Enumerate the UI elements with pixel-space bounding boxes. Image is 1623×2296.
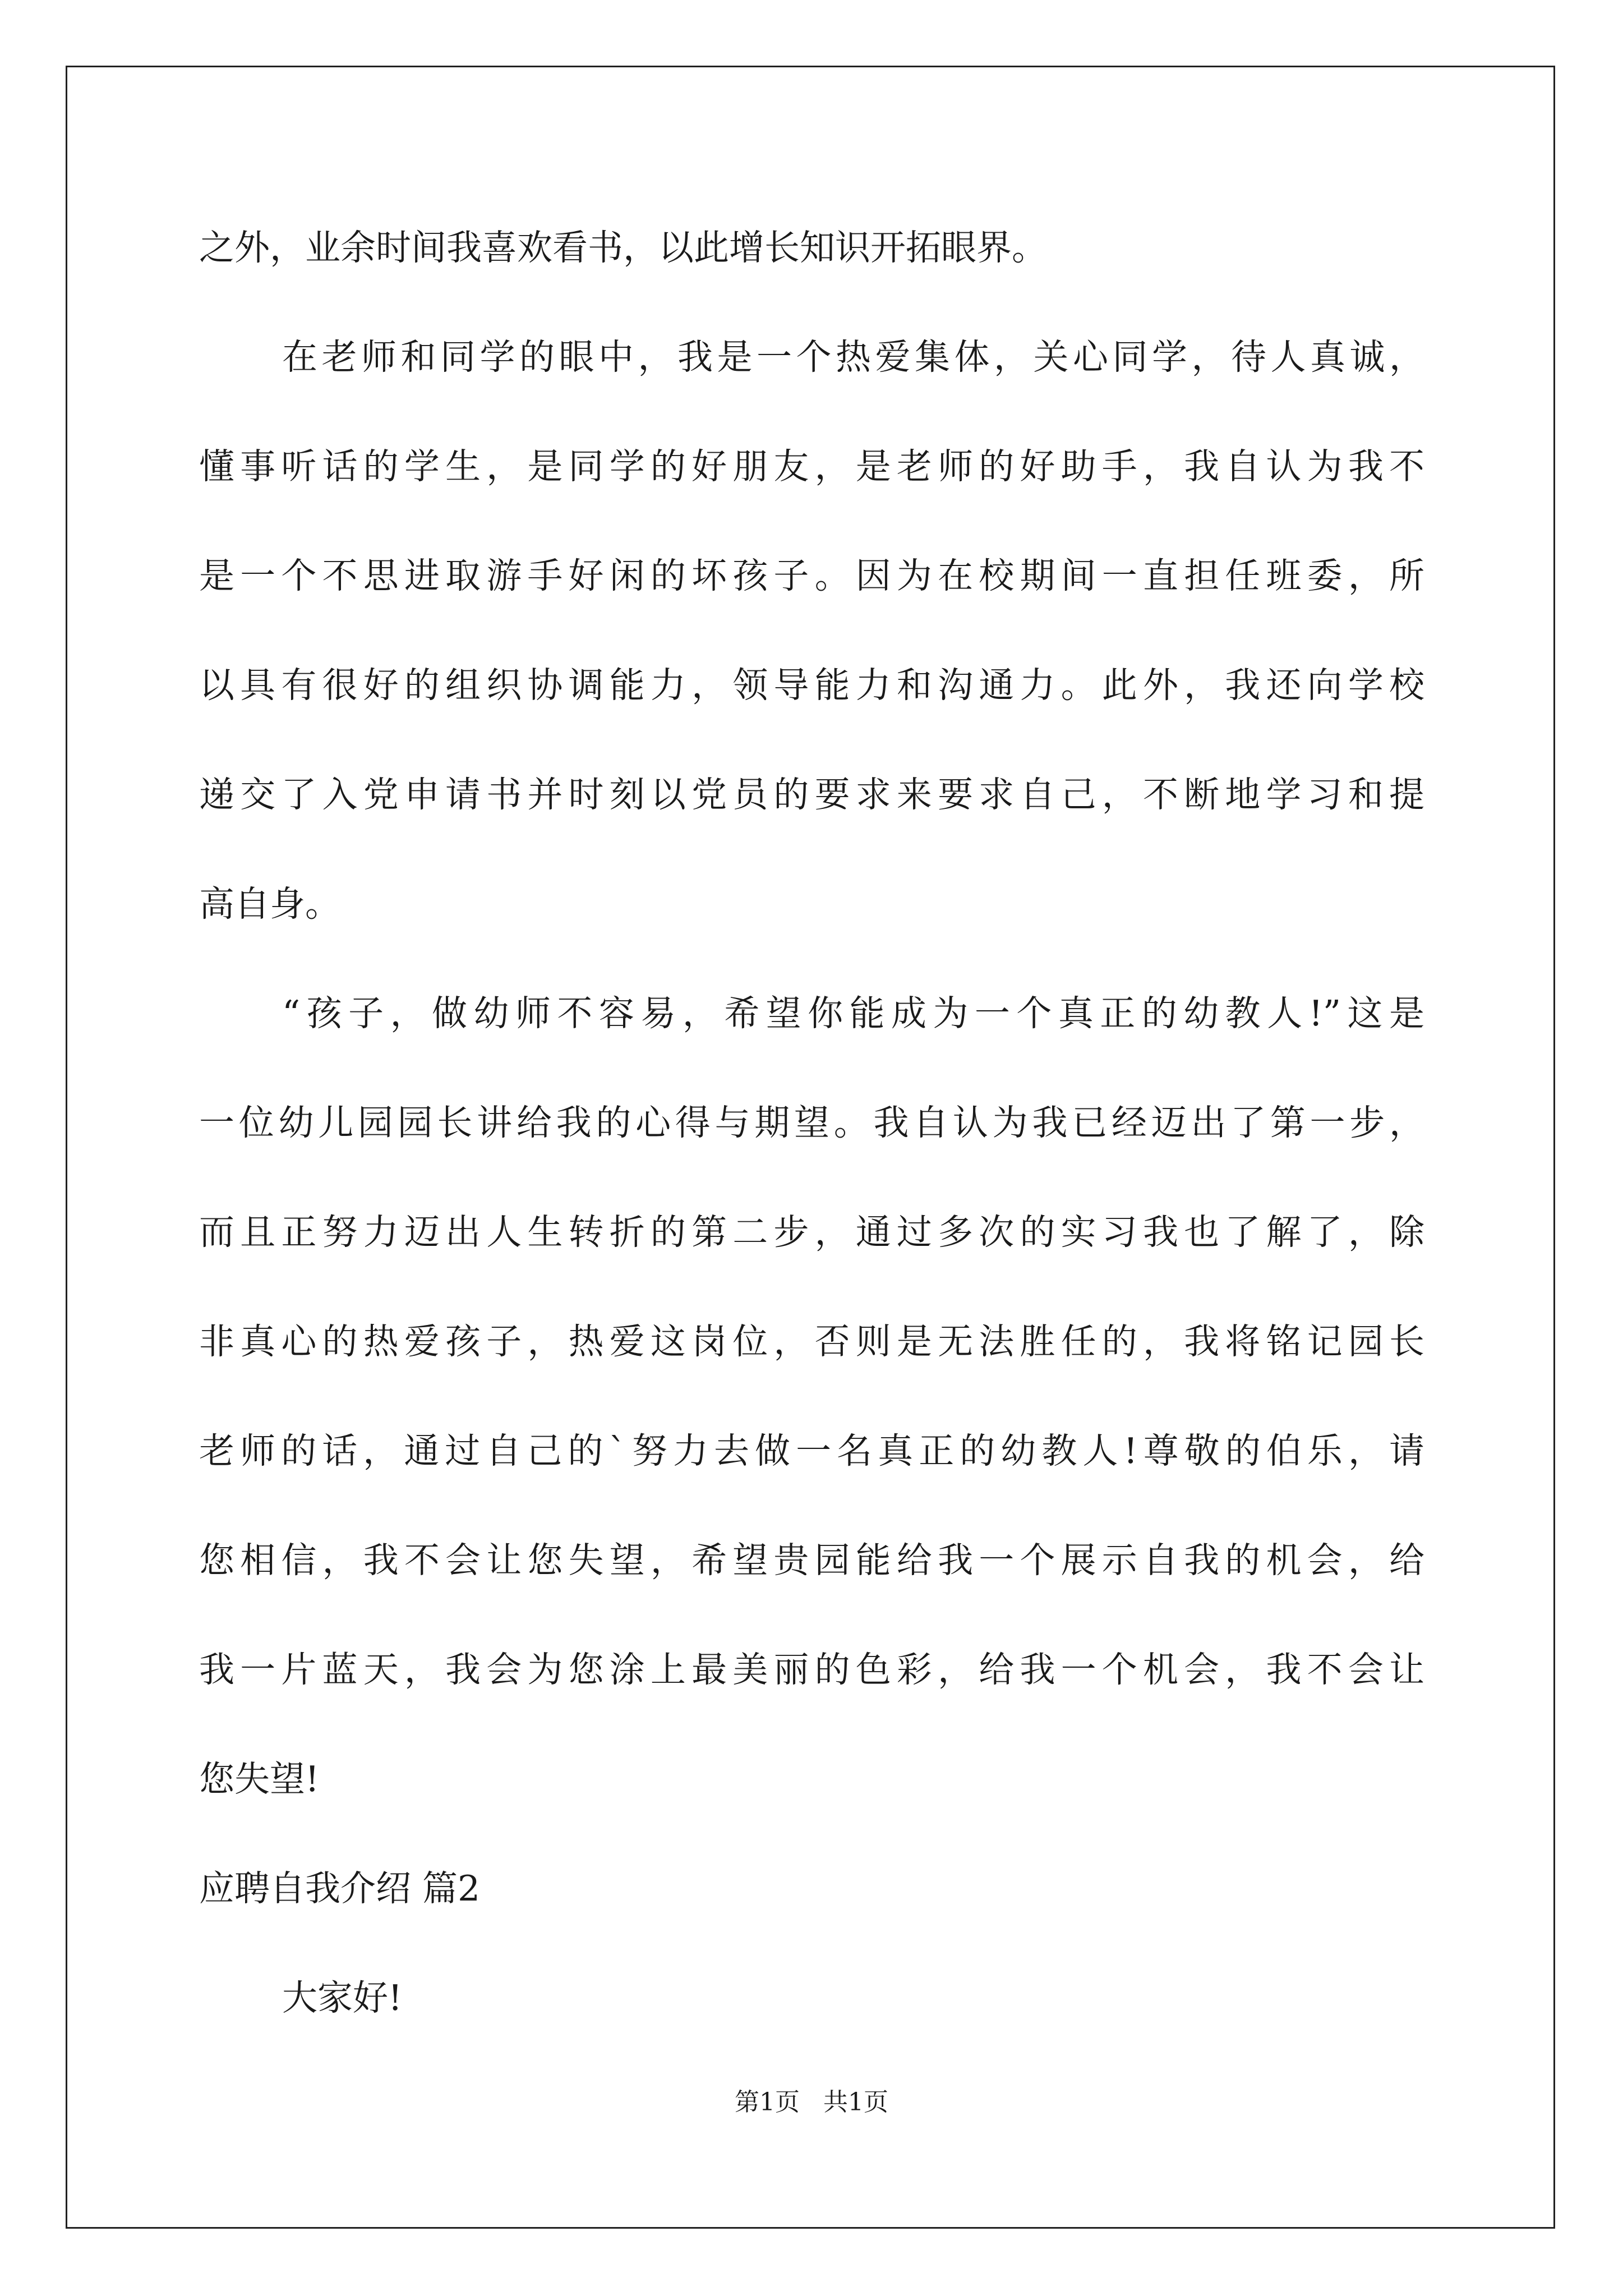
text-line: 递交了入党申请书并时刻以党员的要求来要求自己，不断地学习和提 <box>199 774 1424 815</box>
text-line: 您失望! <box>199 1759 320 1800</box>
text-line: 以具有很好的组织协调能力，领导能力和沟通力。此外，我还向学校 <box>199 665 1424 706</box>
text-line: 您相信，我不会让您失望，希望贵园能给我一个展示自我的机会，给 <box>199 1540 1424 1581</box>
page-number-footer: 第1页 共1页 <box>735 2088 888 2116</box>
text-line: 而且正努力迈出人生转折的第二步，通过多次的实习我也了解了，除 <box>199 1212 1424 1253</box>
text-line: 非真心的热爱孩子，热爱这岗位，否则是无法胜任的，我将铭记园长 <box>199 1321 1424 1362</box>
text-line: 高自身。 <box>199 884 340 924</box>
text-line: 之外，业余时间我喜欢看书，以此增长知识开拓眼界。 <box>199 227 1047 268</box>
text-line: 懂事听话的学生，是同学的好朋友，是老师的好助手，我自认为我不 <box>199 446 1424 487</box>
paragraph-start-line: 在老师和同学的眼中，我是一个热爱集体，关心同学，待人真诚， <box>282 337 1424 378</box>
section-heading: 应聘自我介绍 篇2 <box>199 1868 481 1909</box>
text-line: 我一片蓝天，我会为您涂上最美丽的色彩，给我一个机会，我不会让 <box>199 1649 1424 1690</box>
text-line: 是一个不思进取游手好闲的坏孩子。因为在校期间一直担任班委，所 <box>199 555 1424 596</box>
paragraph-start-line: “孩子，做幼师不容易，希望你能成为一个真正的幼教人!”这是 <box>282 993 1424 1034</box>
text-line: 老师的话，通过自己的`努力去做一名真正的幼教人!尊敬的伯乐，请 <box>199 1430 1424 1471</box>
text-line: 一位幼儿园园长讲给我的心得与期望。我自认为我已经迈出了第一步， <box>199 1102 1424 1143</box>
greeting-line: 大家好! <box>282 1977 403 2018</box>
